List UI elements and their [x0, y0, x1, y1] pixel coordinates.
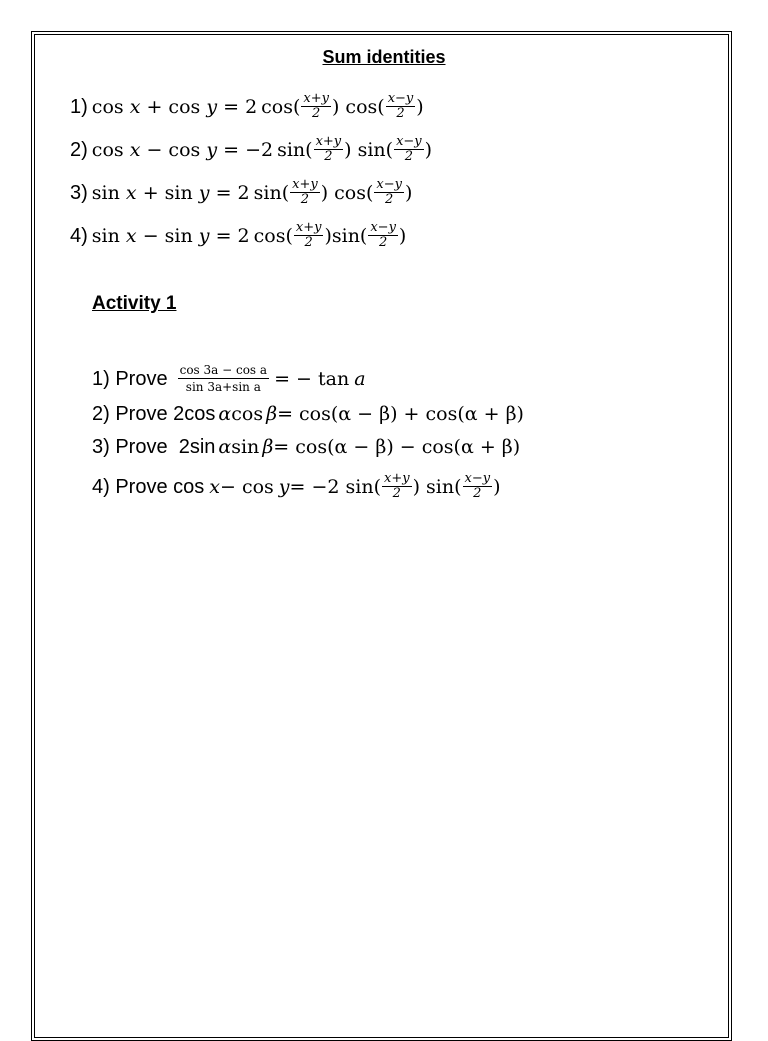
identity-number: 3)	[70, 181, 88, 204]
identity-number: 4)	[70, 224, 88, 247]
problem-label: 2) Prove 2cos	[92, 403, 216, 425]
identity-lhs: sin x − sin y = 2	[91, 224, 250, 247]
activity-heading: Activity 1	[92, 293, 177, 314]
op-text: − cos	[219, 475, 274, 498]
fraction: $\frac{x+y}{2}$	[303, 91, 329, 121]
func-open: cos(	[261, 95, 301, 118]
fraction: $\frac{x+y}{2}$	[384, 471, 410, 501]
identity-1	[70, 92, 424, 121]
greek-var: β	[266, 403, 278, 425]
identity-number: 1)	[70, 95, 88, 118]
func-mid: )sin(	[324, 224, 368, 247]
fraction: $\frac{x-y}{2}$	[464, 471, 491, 501]
func-close: )	[424, 138, 433, 161]
func-open: sin(	[253, 181, 290, 204]
problem-label: 3) Prove 2sin	[92, 436, 216, 458]
var: x	[209, 475, 220, 498]
page-title: Sum identities	[322, 47, 446, 67]
fraction: $\frac{x+y}{2}$	[292, 177, 318, 207]
func-text: cos	[231, 403, 264, 425]
identity-4	[70, 221, 406, 250]
func-open: cos(	[253, 224, 293, 247]
var: y	[278, 475, 290, 498]
activity-problem-3	[92, 435, 520, 459]
greek-var: α	[218, 436, 232, 458]
identity-number: 2)	[70, 138, 88, 161]
identity-2	[70, 135, 432, 164]
fraction: $\frac{x+y}{2}$	[315, 134, 342, 164]
problem-rhs: = − tan	[274, 367, 350, 390]
fraction: $\frac{x-y}{2}$	[376, 177, 402, 207]
activity-problem-4	[92, 472, 501, 501]
func-mid: ) sin(	[412, 475, 462, 498]
func-mid: ) cos(	[331, 95, 385, 118]
problem-rhs-var: a	[354, 367, 366, 390]
func-mid: ) sin(	[344, 138, 394, 161]
problem-rhs: = cos(α − β) + cos(α + β)	[277, 403, 524, 425]
greek-var: α	[218, 403, 232, 425]
problem-label: 4) Prove cos	[92, 475, 205, 498]
identity-lhs: cos x − cos y = −2	[91, 138, 274, 161]
greek-var: β	[262, 436, 274, 458]
fraction: $\frac{x+y}{2}$	[295, 220, 322, 250]
func-close: )	[404, 181, 413, 204]
func-close: )	[493, 475, 501, 498]
identity-lhs: cos x + cos y = 2	[91, 95, 258, 118]
fraction: $\frac{\text{cos 3a − cos a}}{\text{sin 3a+sin a}}$	[179, 363, 268, 394]
fraction: $\frac{x-y}{2}$	[396, 134, 422, 164]
fraction: $\frac{x-y}{2}$	[387, 91, 414, 121]
func-text: sin	[231, 436, 260, 458]
activity-problem-2	[92, 402, 524, 426]
func-open: sin(	[277, 138, 313, 161]
func-mid: ) cos(	[320, 181, 374, 204]
func-close: )	[398, 224, 407, 247]
identity-lhs: sin x + sin y = 2	[91, 181, 250, 204]
fraction: $\frac{x-y}{2}$	[370, 220, 396, 250]
eq-text: = −2 sin(	[289, 475, 381, 498]
func-close: )	[416, 95, 424, 118]
identity-3	[70, 178, 412, 207]
activity-problem-1	[92, 362, 366, 395]
problem-label: 1) Prove	[92, 367, 168, 390]
problem-rhs: = cos(α − β) − cos(α + β)	[273, 436, 521, 458]
